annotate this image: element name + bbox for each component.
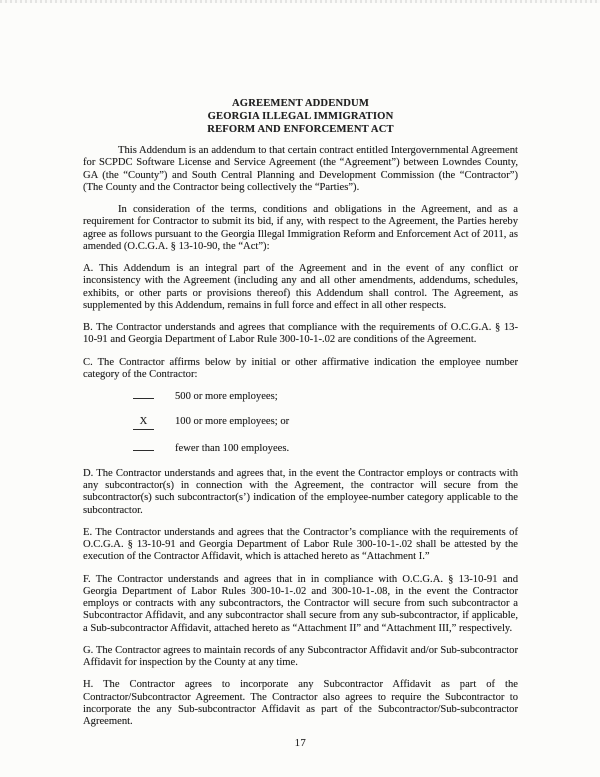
clause-g: G. The Contractor agrees to maintain records of any Subcontractor Affidavit and/or Sub-subcontractor Affidavit for inspection by the County at any time. [83,644,518,668]
initial-mark-x: X [133,416,154,429]
employee-category-options [83,391,518,455]
option-label-500: 500 or more employees; [175,391,278,402]
option-100-or-more [83,416,518,429]
clause-e: E. The Contractor understands and agrees that the Contractor’s compliance with the requirements of O.C.G.A. § 13-10-91 and Georgia Department of Labor Rule 300-10-1-.02 shall be attested by the execution of the Contractor Affidavit, which is attached hereto as “Attachment I.” [83,526,518,563]
document-title [83,97,518,136]
clause-h: H. The Contractor agrees to incorporate any Subcontractor Affidavit as part of the Contractor/Subcontractor Agreement. The Contractor also agrees to require the Subcontractor to incorporate the any Sub-subcontractor Affidavit as part of the Subcontractor/Sub-subcontractor Agreement. [83,679,518,727]
title-line-2: GEORGIA ILLEGAL IMMIGRATION [207,111,394,122]
scan-artifact-top-edge [0,0,600,3]
option-fewer-than-100 [83,443,518,455]
option-label-fewer: fewer than 100 employees. [175,442,290,454]
clause-c: C. The Contractor affirms below by initial or other affirmative indication the employee number category of the Contractor: [83,356,518,380]
title-line-1: AGREEMENT ADDENDUM [232,98,369,109]
clause-a: A. This Addendum is an integral part of the Agreement and in the event of any conflict or inconsistency with the Agreement (including any and all other amendments, addendums, schedules, exhibits, or other parts or provisions thereof) this Addendum shall control. The Agreement, as supplemented by this Addendum, remains in full force and effect in all other respects. [83,263,518,311]
option-500-or-more [83,391,518,403]
option-label-100: 100 or more employees; or [175,416,290,428]
initial-blank-fewer [133,450,154,451]
initial-blank-500 [133,398,154,399]
clause-f: F. The Contractor understands and agrees that in in compliance with O.C.G.A. § 13-10-91 and Georgia Department of Labor Rules 300-10-1-.02 and 300-10-1-.08, in the event the Contractor employs or contracts with any subcontractors, the Contractor will secure from such subcontractor a Subcontractor Affidavit, and any subcontractor shall secure from any sub-subcontractor, if applicable, a Sub-subcontractor Affidavit, attached hereto as “Attachment II” and “Attachment III,” respectively. [83,573,518,634]
opening-paragraph-2: In consideration of the terms, conditions and obligations in the Agreement, and as a requirement for Contractor to submit its bid, if any, with respect to the Agreement, the Parties hereby agree as follows pursuant to the Georgia Illegal Immigration Reform and Enforcement Act of 2011, as amended (O.C.G.A. § 13-10-90, the “Act”): [83,204,518,252]
clause-d: D. The Contractor understands and agrees that, in the event the Contractor employs or contracts with any subcontractor(s) in connection with the Agreement, the contractor will secure from the subcontractor(s) such subcontractor(s’) indication of the employee-number category applicable to the subcontractor. [83,467,518,516]
page-number: 17 [294,738,307,750]
title-line-3: REFORM AND ENFORCEMENT ACT [207,124,394,135]
clause-b: B. The Contractor understands and agrees that compliance with the requirements of O.C.G.A. § 13-10-91 and Georgia Department of Labor Rule 300-10-1-.02 are conditions of the Agreement. [83,322,518,346]
opening-paragraph-1: This Addendum is an addendum to that certain contract entitled Intergovernmental Agreement for SCPDC Software License and Service Agreement (the “Agreement”) between Lowndes County, GA (the “County”) and South Central Planning and Development Commission (the “Contractor”) (The County and the Contractor being collectively the “Parties”). [83,145,518,193]
